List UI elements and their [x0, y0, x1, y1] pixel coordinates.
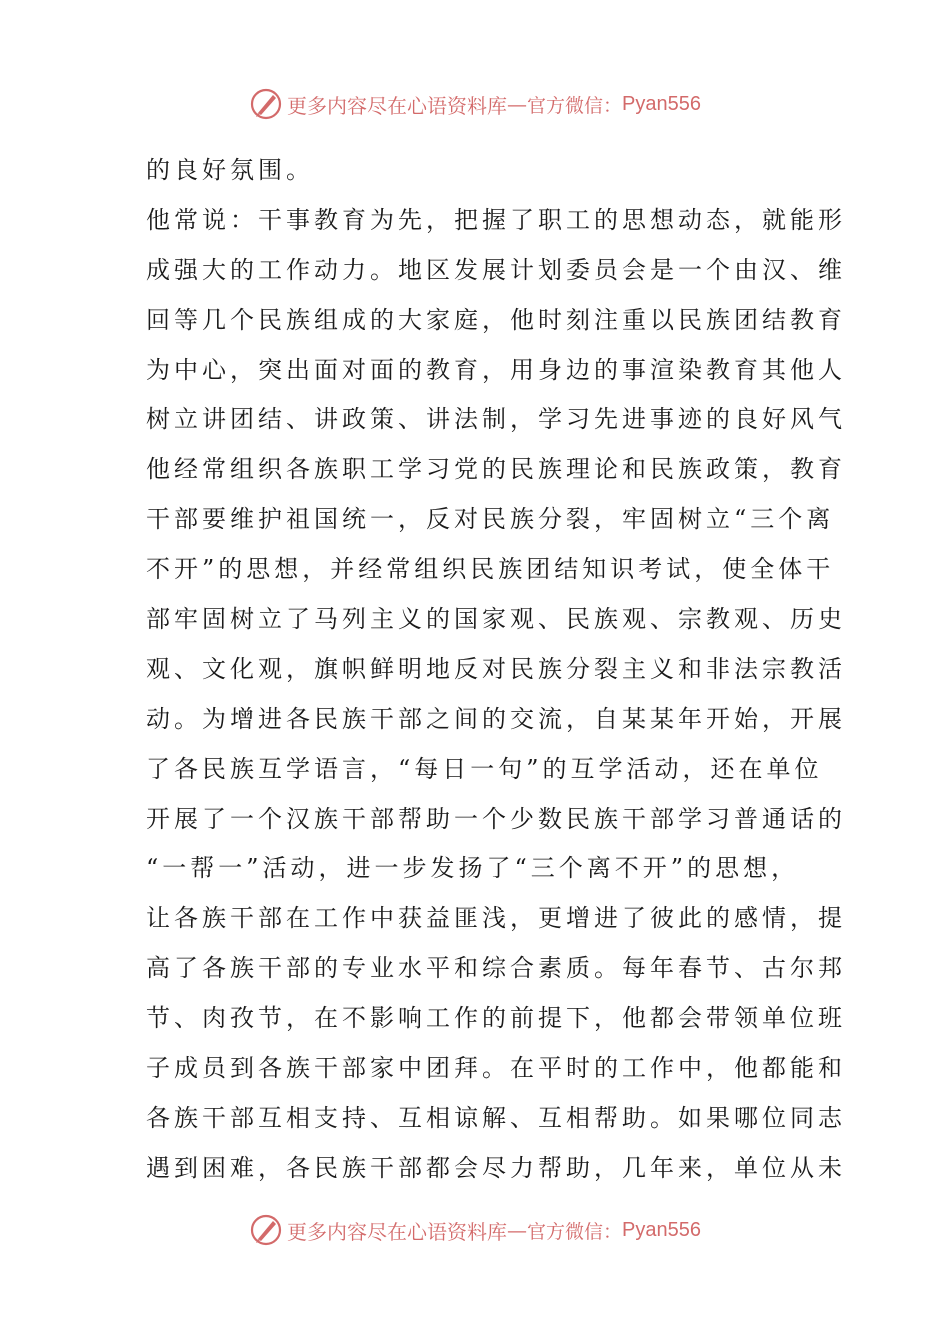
body-line: 成强大的工作动力。地区发展计划委员会是一个由汉、维: [146, 255, 846, 284]
pen-circle-logo-icon: [249, 87, 283, 121]
footer-wechat-label: 官方微信：: [527, 1220, 623, 1243]
document-body: [146, 146, 846, 1194]
body-line: 高了各族干部的专业水平和综合素质。每年春节、古尔邦: [146, 954, 846, 983]
body-line: 开展了一个汉族干部帮助一个少数民族干部学习普通话的: [146, 804, 846, 833]
body-line: 干部要维护祖国统一，反对民族分裂，牢固树立“三个离: [146, 505, 835, 534]
body-line: “一帮一”活动，进一步发扬了“三个离不开”的思想，: [146, 854, 800, 883]
body-line: 的良好氛围。: [146, 156, 314, 184]
body-line: 为中心，突出面对面的教育，用身边的事渲染教育其他人: [146, 355, 846, 384]
body-line: 动。为增进各民族干部之间的交流，自某某年开始，开展: [146, 704, 846, 733]
body-line: 遇到困难，各民族干部都会尽力帮助，几年来，单位从未: [146, 1153, 846, 1182]
footer-watermark: [0, 1208, 950, 1252]
body-line: 观、文化观，旗帜鲜明地反对民族分裂主义和非法宗教活: [146, 654, 846, 683]
footer-wechat-id: Pyan556: [622, 1218, 701, 1241]
header-watermark: [0, 82, 950, 126]
pen-circle-logo-icon: [249, 1213, 283, 1247]
header-wechat-id: Pyan556: [622, 92, 701, 115]
body-line: 树立讲团结、讲政策、讲法制，学习先进事迹的良好风气: [146, 405, 846, 434]
header-brand: 更多内容尽在心语资料库: [287, 93, 507, 118]
body-line: 节、肉孜节，在不影响工作的前提下，他都会带领单位班: [146, 1004, 846, 1033]
body-line: 各族干部互相支持、互相谅解、互相帮助。如果哪位同志: [146, 1103, 846, 1132]
body-line: 不开”的思想，并经常组织民族团结知识考试，使全体干: [146, 555, 835, 584]
footer-brand: 更多内容尽在心语资料库: [287, 1219, 507, 1244]
body-line: 他经常组织各族职工学习党的民族理论和民族政策，教育: [146, 455, 846, 484]
body-line: 部牢固树立了马列主义的国家观、民族观、宗教观、历史: [146, 605, 846, 634]
footer-separator: —: [507, 1218, 527, 1242]
body-line: 让各族干部在工作中获益匪浅，更增进了彼此的感情，提: [146, 904, 846, 933]
body-line: 回等几个民族组成的大家庭，他时刻注重以民族团结教育: [146, 305, 846, 334]
body-line: 他常说：干事教育为先，把握了职工的思想动态，就能形: [146, 205, 846, 234]
body-line: 子成员到各族干部家中团拜。在平时的工作中，他都能和: [146, 1054, 846, 1083]
header-wechat-label: 官方微信：: [527, 94, 623, 117]
header-separator: —: [507, 92, 527, 116]
body-line: 了各民族互学语言，“每日一句”的互学活动，还在单位: [146, 754, 823, 783]
